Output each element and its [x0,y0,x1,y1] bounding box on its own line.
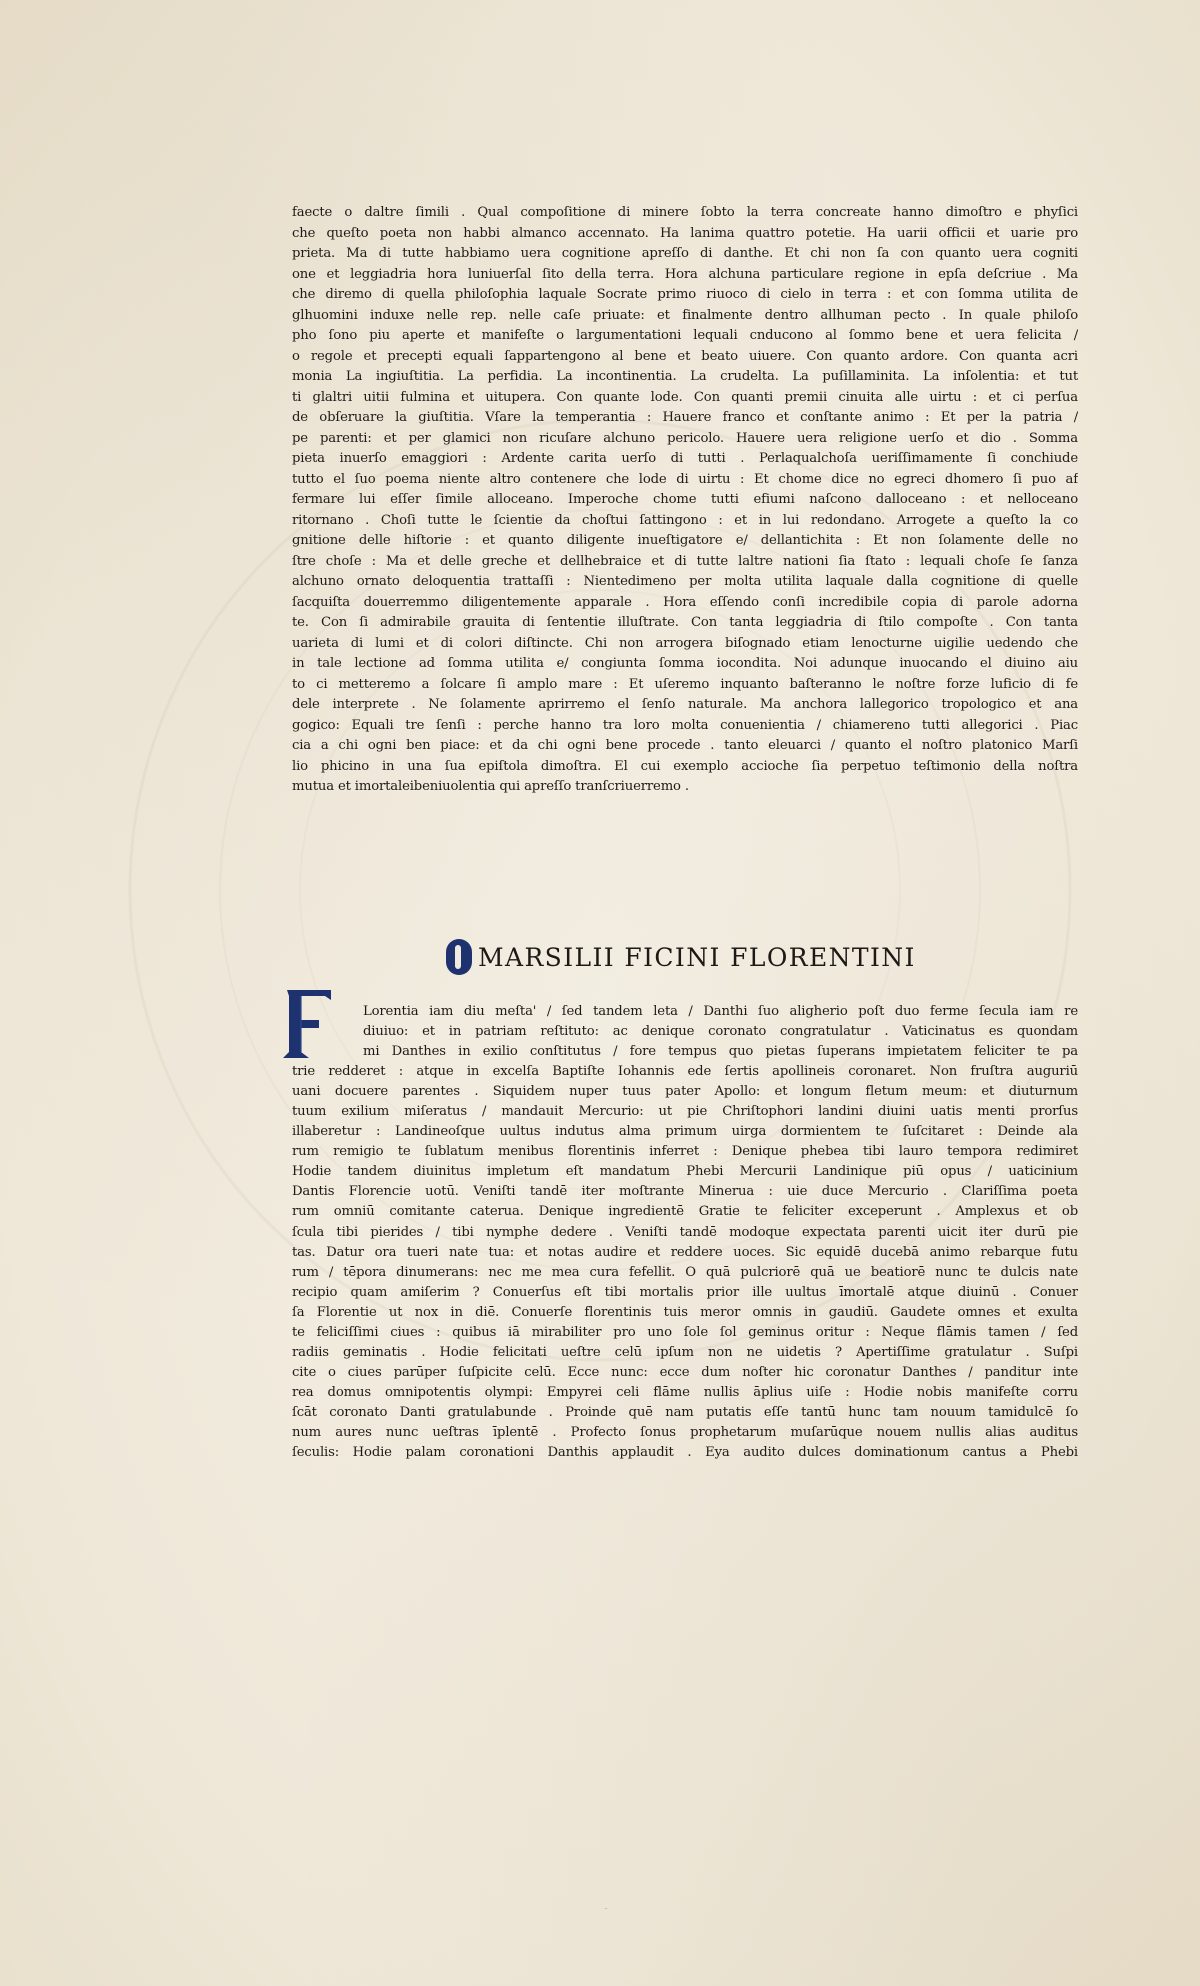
text-line: pieta inuerſo emaggiori : Ardente carita uerſo di tutti . Perlaqualchoſa ueriſſimamente ſi conchiude [292,451,1078,466]
text-line: rum remigio te ſublatum menibus florentinis inferret : Denique phebea tibi lauro tempora redimiret [292,1144,1078,1160]
text-line: diuiuo: et in patriam reſtituto: ac denique coronato congratulatur . Vaticinatus es quondam [363,1024,1078,1040]
text-line: cia a chi ogni ben piace: et da chi ogni bene procede . tanto eleuarci / quanto el noſtro platonico Marſi [292,738,1078,753]
text-line: ti glaltri uitii fulmina et uitupera. Con quante lode. Con quanti premii cinuita alle uirtu : et ci perſua [292,389,1078,405]
text-line: gogico: Equali tre ſenſi : perche hanno tra loro molta conuenientia / chiamereno tutti allegorici . Piac [292,717,1078,733]
text-line: illaberetur : Landineoſque uultus indutus alma primum uirga dormientem te ſuſcitaret : Deinde ala [292,1124,1078,1140]
text-line: Dantis Florencie uotū. Veniſti tandē iter moſtrante Minerua : uie duce Mercurio . Clariſſima poeta [292,1184,1078,1200]
text-line: ritornano . Choſi tutte le ſcientie da choſtui ſattingono : et in lui redondano. Arrogete a queſto la co [292,512,1078,528]
text-line: te feliciſſimi ciues : quibus iā mirabiliter pro uno ſole ſol geminus oritur : Neque flāmis tamen / ſed [292,1324,1078,1340]
text-line: ſa Florentie ut nox in diē. Conuerſe florentinis tuis meror omnis in gaudiū. Gaudete omnes et exulta [292,1304,1078,1320]
text-line: in tale lectione ad ſomma utilita e/ congiunta ſomma iocondita. Noi adunque inuocando el diuino aiu [292,656,1078,671]
text-line: monia La ingiuſtitia. La perfidia. La incontinentia. La crudelta. La puſillaminita. La inſolentia: et tut [292,369,1078,384]
text-line: che queſto poeta non habbi almanco accennato. Ha lanima quattro potetie. Ha uarii officii et uarie pro [292,225,1078,241]
text-line: recipio quam amiſerim ? Conuerſus eſt tibi mortalis prior ille uultus īmortalē atque diuinū . Conuer [292,1284,1078,1300]
text-line: tuum exilium miſeratus / mandauit Mercurio: ut pie Chriſtophori landini diuini uatis menti prorſus [292,1104,1078,1120]
text-line: ſeculis: Hodie palam coronationi Danthis applaudit . Eya audito dulces dominationum cantus a Phebi [292,1445,1078,1461]
text-line: alchuno ornato deloquentia trattaſſi : Nientedimeno per molta utilita laquale dalla cognitione di quelle [292,574,1078,589]
text-line: radiis geminatis . Hodie felicitati ueſtre celū ipſum non ne uidetis ? Apertiſſime gratulatur . Suſpi [292,1344,1078,1360]
decorated-initial-icon [446,939,472,975]
text-line: ſtre choſe : Ma et delle greche et dellhebraice et di tutte laltre nationi ſia ſtato : lequali choſe ſe ſanza [292,553,1078,569]
text-line: che diremo di quella philoſophia laquale Socrate primo riuoco di cielo in terra : et con ſomma utilita de [292,287,1078,302]
text-line: to ci metteremo a ſolcare ſi amplo mare : Et uſeremo inquanto baſteranno le noſtre forze luficio di fe [292,676,1078,692]
text-line: Hodie tandem diuinitus impletum eſt mandatum Phebi Mercurii Landinique piū opus / uaticinium [292,1164,1078,1180]
text-line: dele interprete . Ne ſolamente aprirremo el ſenſo naturale. Ma anchora lallegorico tropologico et ana [292,697,1078,712]
folio-mark: . [605,1902,607,1911]
text-line: de obſeruare la giuſtitia. Vſare la temperantia : Hauere franco et conſtante animo : Et per la patria / [292,410,1078,425]
text-line: prieta. Ma di tutte habbiamo uera cognitione apreſſo di danthe. Et chi non ſa con quanto uera cogniti [292,246,1078,261]
text-line: fermare lui eſſer ſimile alloceano. Imperoche chome tutti efiumi naſcono dalloceano : et nelloceano [292,492,1078,507]
text-line: glhuomini induxe nelle rep. nelle caſe priuate: et finalmente dentro allhuman pecto . In quale philoſo [292,307,1078,323]
text-line: Lorentia iam diu meſta' / ſed tandem leta / Danthi ſuo aligherio poſt duo ferme ſecula iam re [363,1004,1078,1019]
commentary-text [292,203,1078,798]
text-line: one et leggiadria hora luniuerſal ſito della terra. Hora alchuna particulare regione in epſa deſcriue . Ma [292,266,1078,282]
section-heading [446,937,916,977]
text-line: trie redderet : atque in excelſa Baptiſte Iohannis ede ſertis apollineis coronaret. Non fruſtra auguriū [292,1064,1078,1080]
text-line: faecte o daltre ſimili . Qual compoſitione di minere ſobto la terra concreate hanno dimoſtro e phyſici [292,205,1078,220]
text-line: uarieta di lumi et di colori diſtincte. Chi non arrogera biſognado etiam lenocturne uigilie uedendo che [292,635,1078,651]
text-line: num aures nunc ueſtras īplentē . Profecto ſonus prophetarum muſarūque nouem nullis alias auditus [292,1424,1078,1440]
text-line: lio phicino in una ſua epiſtola dimoſtra. El cui exemplo accioche ſia perpetuo teſtimonio della noſtra [292,758,1078,774]
text-line: pe parenti: et per glamici non ricuſare alchuno pericolo. Hauere uera religione uerſo et dio . Somma [292,430,1078,446]
text-line: tas. Datur ora tueri nate tua: et notas audire et reddere uoces. Sic equidē ducebā animo rebarque futu [292,1244,1078,1260]
text-line: ſacquiſta douerremmo diligentemente apparale . Hora eſſendo conſi incredibile copia di parole adorna [292,594,1078,610]
letter-text [292,1002,1078,1463]
text-line: rum omniū comitante caterua. Denique ingredientē Gratie te feliciter exceperunt . Amplexus et ob [292,1204,1078,1220]
text-line: gnitione delle hiſtorie : et quanto diligente inueſtigatore e/ dellantichita : Et non ſolamente delle no [292,533,1078,548]
heading-title: MARSILII FICINI FLORENTINI [478,942,916,972]
text-line: ſcāt coronato Danti gratulabunde . Proinde quē nam putatis eſſe tantū hunc tam nouum tamidulcē ſo [292,1404,1078,1420]
text-line: ſcula tibi pierides / tibi nymphe dedere . Veniſti tandē modoque expectata parenti uicit iter durū pie [292,1224,1078,1240]
text-line: rea domus omnipotentis olympi: Empyrei celi flāme nullis āplius uiſe : Hodie nobis manifeſte corru [292,1384,1078,1400]
text-line: tutto el ſuo poema niente altro contenere che lode di uirtu : Et chome dice no egreci dhomero ſi puo af [292,471,1078,487]
text-line: te. Con ſi admirabile grauita di ſententie illuſtrate. Con tanta leggiadria di ſtilo compoſte . Con tanta [292,615,1078,630]
text-line: cite o ciues parūper ſuſpicite celū. Ecce nunc: ecce dum noſter hic coronatur Danthes / panditur inte [292,1364,1078,1380]
text-line: mutua et imortaleibeniuolentia qui apreſſo tranſcriuerremo . [292,779,689,794]
text-line: mi Danthes in exilio conſtitutus / fore tempus quo pietas ſuperans impietatem feliciter te pa [363,1044,1078,1060]
text-line: rum / tēpora dinumerans: nec me mea cura fefellit. O quā pulcriorē quā ue beatiorē nunc te dulcis nate [292,1264,1078,1280]
text-line: o regole et precepti equali ſappartengono al bene et beato uiuere. Con quanto ardore. Con quanta acri [292,348,1078,364]
text-line: uani docuere parentes . Siquidem nuper tuus pater Apollo: et longum fletum meum: et diuturnum [292,1084,1078,1100]
text-line: pho ſono piu aperte et manifeſte o largumentationi lequali cnducono al ſommo bene et uera felicita / [292,328,1078,343]
